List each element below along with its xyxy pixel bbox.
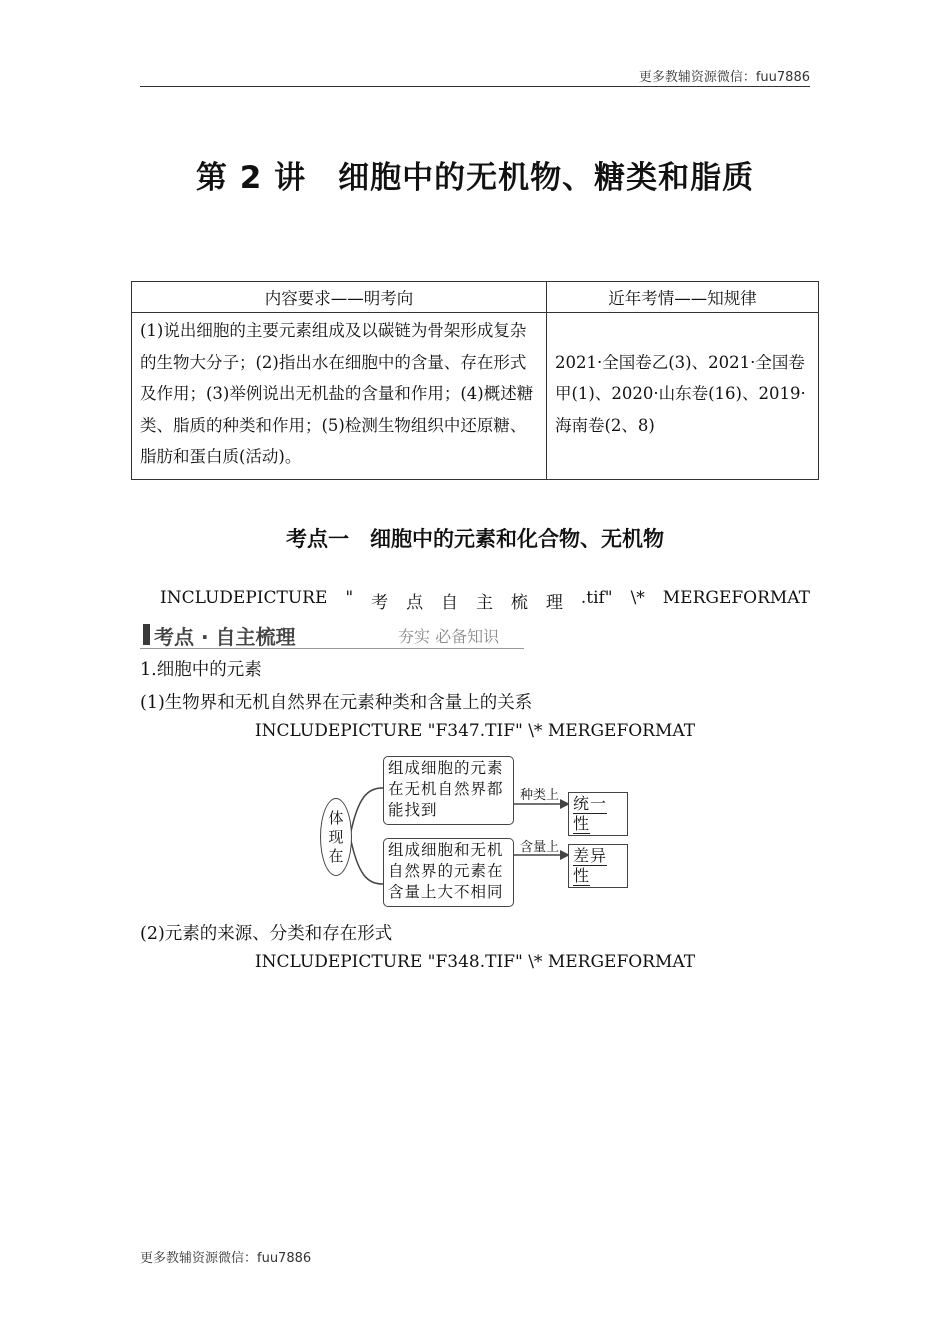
include-token: "	[345, 588, 354, 608]
table-header-exam-trends: 近年考情——知规律	[547, 282, 819, 313]
include-token: 自	[441, 593, 459, 613]
include-picture-field-2: INCLUDEPICTURE "F347.TIF" \* MERGEFORMAT	[254, 721, 696, 741]
diagram-result-unity: 统一性	[568, 792, 628, 836]
include-token: \*	[630, 588, 645, 608]
include-token: INCLUDEPICTURE	[160, 588, 328, 608]
include-token: 点	[406, 593, 424, 613]
diagram-box-bottom: 组成细胞和无机自然界的元素在含量上大不相同	[383, 838, 514, 907]
footer-note: 更多教辅资源微信：fuu7886	[140, 1251, 312, 1266]
include-picture-field-3: INCLUDEPICTURE "F348.TIF" \* MERGEFORMAT	[254, 952, 696, 972]
include-token: .tif"	[580, 588, 613, 608]
include-picture-field-1	[160, 588, 810, 613]
banner-subtitle: 夯实 必备知识	[398, 627, 500, 646]
page-title: 第 2 讲 细胞中的无机物、糖类和脂质	[195, 160, 755, 196]
header-note: 更多教辅资源微信：fuu7886	[638, 70, 810, 85]
table-cell-exam-trends: 2021·全国卷乙(3)、2021·全国卷甲(1)、2020·山东卷(16)、2019·海南卷(2、8)	[547, 313, 819, 480]
table-cell-content-requirements: (1)说出细胞的主要元素组成及以碳链为骨架形成复杂的生物大分子；(2)指出水在细胞中的含量、存在形式及作用；(3)举例说出无机盐的含量和作用；(4)概述糖类、脂质的种类和作用；(5)检测生物组织中还原糖、脂肪和蛋白质(活动)。	[132, 313, 547, 480]
include-token: 理	[545, 593, 563, 613]
include-token: 主	[475, 593, 493, 613]
item-subheading-sources: (2)元素的来源、分类和存在形式	[140, 924, 393, 944]
diagram-label-type: 种类上	[520, 788, 560, 803]
section-banner	[140, 620, 524, 649]
table-header-row	[132, 282, 819, 313]
diagram-left-oval: 体现在	[320, 798, 352, 876]
item-heading-elements: 1.细胞中的元素	[140, 660, 262, 680]
banner-bar-icon	[143, 624, 150, 645]
header-divider	[140, 86, 810, 87]
diagram-box-top: 组成细胞的元素在无机自然界都能找到	[383, 756, 514, 825]
requirements-table	[131, 281, 819, 480]
banner-title: 考点 · 自主梳理	[154, 625, 296, 649]
diagram-result-difference: 差异性	[568, 844, 628, 888]
include-token: 梳	[510, 593, 528, 613]
include-token: 考	[371, 593, 389, 613]
section-title: 考点一 细胞中的元素和化合物、无机物	[286, 527, 664, 551]
diagram-label-content: 含量上	[520, 840, 560, 855]
element-relationship-diagram	[318, 756, 628, 910]
item-subheading-relationship: (1)生物界和无机自然界在元素种类和含量上的关系	[140, 693, 533, 713]
table-header-content-requirements: 内容要求——明考向	[132, 282, 547, 313]
include-token: MERGEFORMAT	[662, 588, 810, 608]
table-row	[132, 313, 819, 480]
